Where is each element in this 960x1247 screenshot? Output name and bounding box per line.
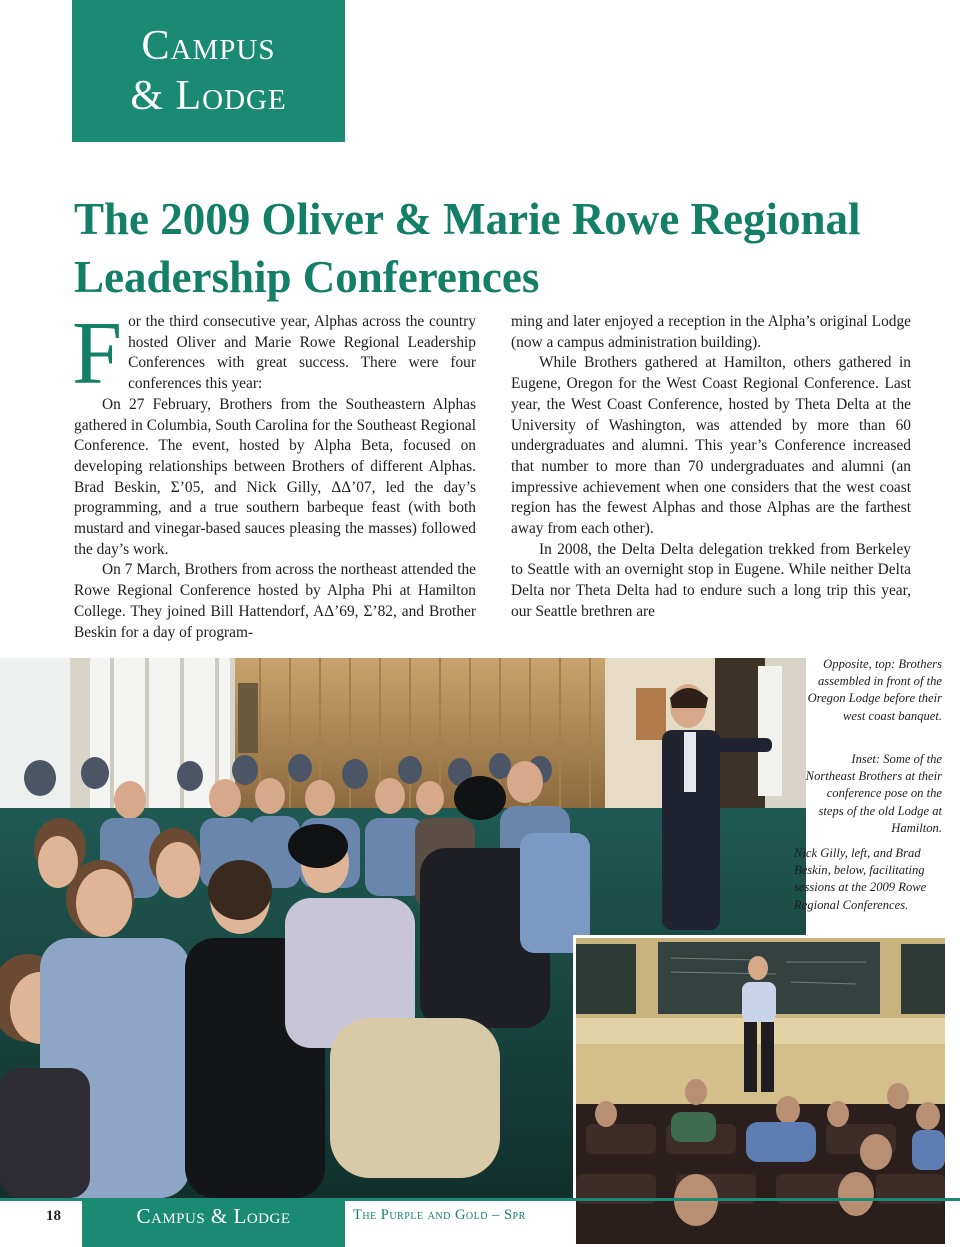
caption-opposite: Opposite, top: Brothers assembled in front of the Oregon Lodge before their west coast banquet. (807, 657, 942, 723)
article-headline: The 2009 Oliver & Marie Rowe Regional Leadership Conferences (74, 194, 861, 302)
footer-publication: The Purple and Gold – Spr (353, 1207, 526, 1223)
page-number: 18 (46, 1208, 61, 1224)
section-badge-line2: & Lodge (130, 73, 287, 119)
footer-section-title: Campus & Lodge (136, 1204, 291, 1228)
article-paragraph: In 2008, the Delta Delta delegation trekked from Berkeley to Seattle with an overnight stop in Eugene. While neither Delta Delta nor Theta Delta had to endure such a long trip this year, our Seattle brethren are (511, 540, 911, 620)
article-column-right (511, 312, 911, 623)
paragraph-text: or the third consecutive year, Alphas across the country hosted Oliver and Marie Rowe Regional Leadership Conferences with great success. There were four conferences this year: (128, 313, 476, 393)
caption-inset: Inset: Some of the Northeast Brothers at their conference pose on the steps of the old Lodge at Hamilton. (805, 752, 942, 835)
section-badge (72, 0, 345, 142)
article-paragraph: While Brothers gathered at Hamilton, others gathered in Eugene, Oregon for the West Coast Regional Conference. Last year, the West Coast Conference, hosted by Theta Delta at the University of Washington, was attended by more than 60 undergraduates and alumni. This year’s Conference increased that number to more than 70 undergraduates and alumni (an impressive achievement when one considers that the west coast region has the fewest Alphas and those Alphas are the farthest away from each other). (511, 354, 911, 538)
article-column-left (72, 304, 476, 643)
section-badge-line1: Campus (141, 23, 276, 69)
article-paragraph: ming and later enjoyed a reception in the Alpha’s original Lodge (now a campus administration building). (511, 313, 911, 351)
drop-cap: F (72, 304, 123, 403)
article-paragraph (72, 304, 476, 403)
article-paragraph: On 7 March, Brothers from across the northeast attended the Rowe Regional Conference hosted by Alpha Phi at Hamilton College. They joined Bill Hattendorf, AΔ’69, Σ’82, and Brother Beskin for a day of program- (74, 561, 476, 641)
article-paragraph: On 27 February, Brothers from the Southeastern Alphas gathered in Columbia, South Carolina for the Southeast Regional Conference. The event, hosted by Alpha Beta, focused on developing relationships between Brothers of different Alphas. Brad Beskin, Σ’05, and Nick Gilly, ΔΔ’07, led the day’s programming, and a true southern barbeque feast (with both mustard and vinegar-based sauces pleasing the masses) followed the day’s work. (74, 395, 476, 558)
caption-this-page: Nick Gilly, left, and Brad Beskin, below, facilitating sessions at the 2009 Rowe Regional Conferences. (794, 846, 927, 912)
